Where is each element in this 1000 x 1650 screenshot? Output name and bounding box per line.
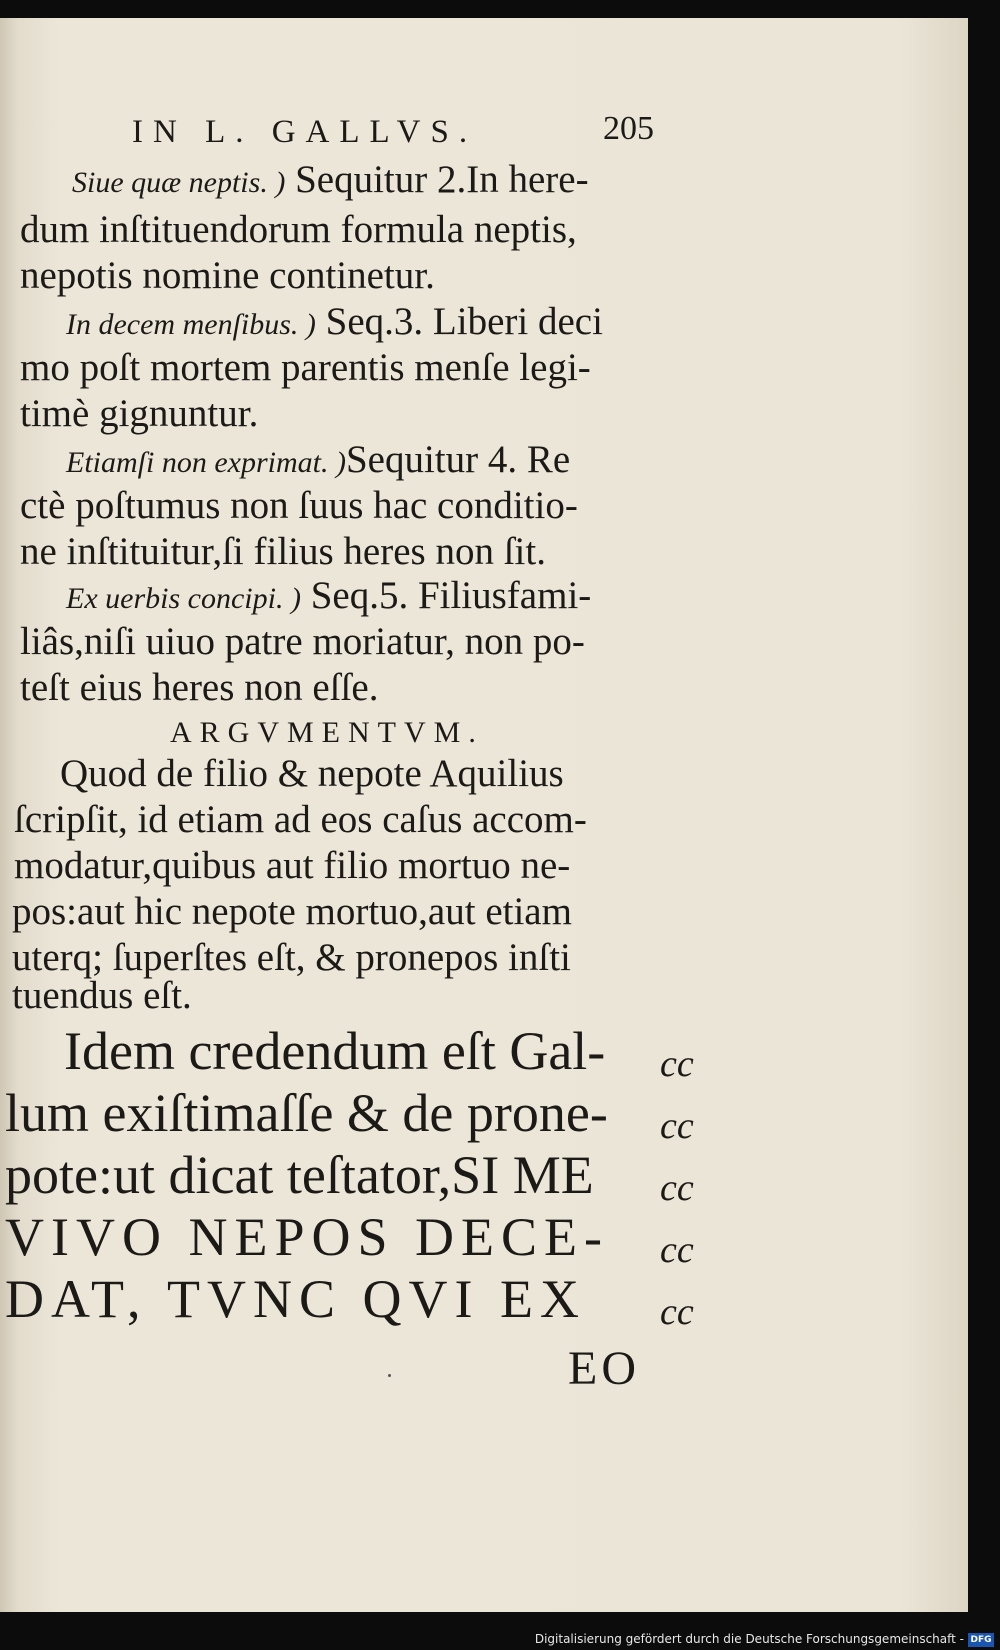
book-page bbox=[0, 18, 968, 1612]
commentary-line bbox=[20, 254, 435, 298]
line-text: ctè poſtumus non ſuus hac conditio- bbox=[20, 484, 578, 527]
commentary-line bbox=[66, 300, 603, 347]
line-text: teſt eius heres non eſſe. bbox=[20, 666, 379, 709]
catchword: EO bbox=[568, 1342, 640, 1395]
quote-mark: cc bbox=[660, 1105, 694, 1147]
main-text-line: Idem credendum eſt Gal- bbox=[64, 1021, 606, 1081]
dfg-logo: DFG bbox=[968, 1633, 994, 1647]
lemma: Ex uerbis concipi. ) bbox=[66, 582, 301, 615]
argumentum-line: Quod de filio & nepote Aquilius bbox=[60, 752, 564, 795]
ink-speck bbox=[388, 1374, 391, 1377]
page-number: 205 bbox=[603, 110, 654, 147]
line-text: Sequitur 4. Re bbox=[345, 438, 571, 481]
argumentum-line: modatur,quibus aut filio mortuo ne- bbox=[14, 844, 571, 887]
line-text: nepotis nomine continetur. bbox=[20, 254, 435, 297]
quote-mark: cc bbox=[660, 1291, 694, 1333]
line-text: Seq.5. Filiusfami- bbox=[300, 574, 592, 617]
line-text: dum inſtituendorum formula neptis, bbox=[20, 208, 577, 251]
commentary-line bbox=[20, 620, 585, 664]
argumentum-line: tuendus eſt. bbox=[12, 974, 192, 1017]
line-text: liâs,niſi uiuo patre moriatur, non po- bbox=[20, 620, 585, 663]
quote-mark: cc bbox=[660, 1043, 694, 1085]
digitization-credit: Digitalisierung gefördert durch die Deutsche Forschungsgemeinschaft - bbox=[534, 1632, 964, 1646]
lemma: In decem menſibus. ) bbox=[66, 308, 316, 341]
line-text: ne inſtituitur,ſi filius heres non ſit. bbox=[20, 530, 546, 573]
commentary-line bbox=[20, 208, 577, 252]
lemma: Etiamſi non exprimat. ) bbox=[66, 446, 346, 479]
quote-mark: cc bbox=[660, 1229, 694, 1271]
line-text: timè gignuntur. bbox=[20, 392, 259, 435]
main-text-line: DAT, TVNC QVI EX bbox=[5, 1269, 586, 1329]
commentary-line bbox=[20, 530, 546, 574]
commentary-line bbox=[20, 346, 591, 390]
commentary-line bbox=[66, 574, 591, 621]
commentary-line bbox=[72, 158, 589, 205]
main-text-line: lum exiſtimaſſe & de prone- bbox=[5, 1083, 608, 1143]
argumentum-line: uterq; ſuperſtes eſt, & pronepos inſti bbox=[12, 936, 571, 979]
main-text-line: pote:ut dicat teſtator,SI ME bbox=[5, 1145, 594, 1205]
line-text: mo poſt mortem parentis menſe legi- bbox=[20, 346, 591, 389]
line-text: Seq.3. Liberi deci bbox=[315, 300, 603, 343]
commentary-line bbox=[20, 392, 258, 436]
argumentum-heading: ARGVMENTVM. bbox=[170, 716, 484, 749]
main-text-line: VIVO NEPOS DECE- bbox=[5, 1207, 609, 1267]
commentary-line bbox=[66, 438, 570, 485]
line-text: Sequitur 2.In here- bbox=[285, 158, 589, 201]
argumentum-line: ſcripſit, id etiam ad eos caſus accom- bbox=[14, 798, 587, 841]
commentary-line bbox=[20, 484, 578, 528]
argumentum-line: pos:aut hic nepote mortuo,aut etiam bbox=[12, 890, 572, 933]
commentary-line bbox=[20, 666, 378, 710]
running-head: IN L. GALLVS. bbox=[132, 114, 478, 150]
quote-mark: cc bbox=[660, 1167, 694, 1209]
lemma: Siue quæ neptis. ) bbox=[72, 166, 286, 199]
